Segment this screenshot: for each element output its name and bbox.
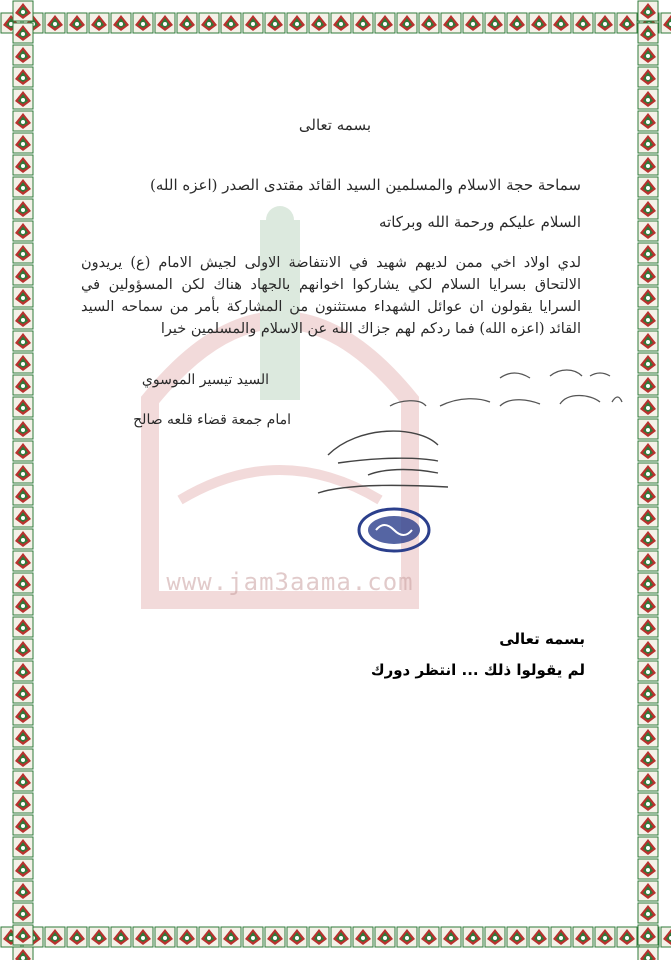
- signature-title: امام جمعة قضاء قلعه صالح: [133, 412, 291, 428]
- letter-body: لدي اولاد اخي ممن لديهم شهيد في الانتفاضة الاولى لجيش الامام (ع) يريدون الالتحاق بسرايا السلام لكي يشاركوا اخوانهم بالجهاد هناك لكن المسؤولين في السرايا يقولون ان عوائل الشهداء مستثنون من المشاركة بأمر من سماحه السيد القائد (اعزه الله) فما ردكم لهم جزاك الله عن الاسلام والمسلمين خيرا: [81, 255, 581, 337]
- handwritten-signature: [308, 425, 458, 503]
- decorative-border-left: [0, 0, 46, 960]
- handwritten-reply: [350, 362, 630, 422]
- letter-heading: بسمه تعالى: [298, 116, 371, 134]
- decorative-border-bottom: [0, 914, 671, 960]
- transcription-line-1: بسمه تعالى: [499, 630, 585, 648]
- letter-greeting: السلام عليكم ورحمة الله وبركاته: [379, 213, 581, 231]
- decorative-border-right: [625, 0, 671, 960]
- watermark-url: www.jam3aama.com: [166, 568, 414, 596]
- transcription-line-2: لم يقولوا ذلك ... انتظر دورك: [370, 661, 585, 679]
- letter-recipient: سماحة حجة الاسلام والمسلمين السيد القائد مقتدى الصدر (اعزه الله): [150, 176, 581, 194]
- official-seal-stamp: [356, 506, 432, 554]
- decorative-border-top: [0, 0, 671, 46]
- signature-name: السيد تيسير الموسوي: [141, 372, 269, 388]
